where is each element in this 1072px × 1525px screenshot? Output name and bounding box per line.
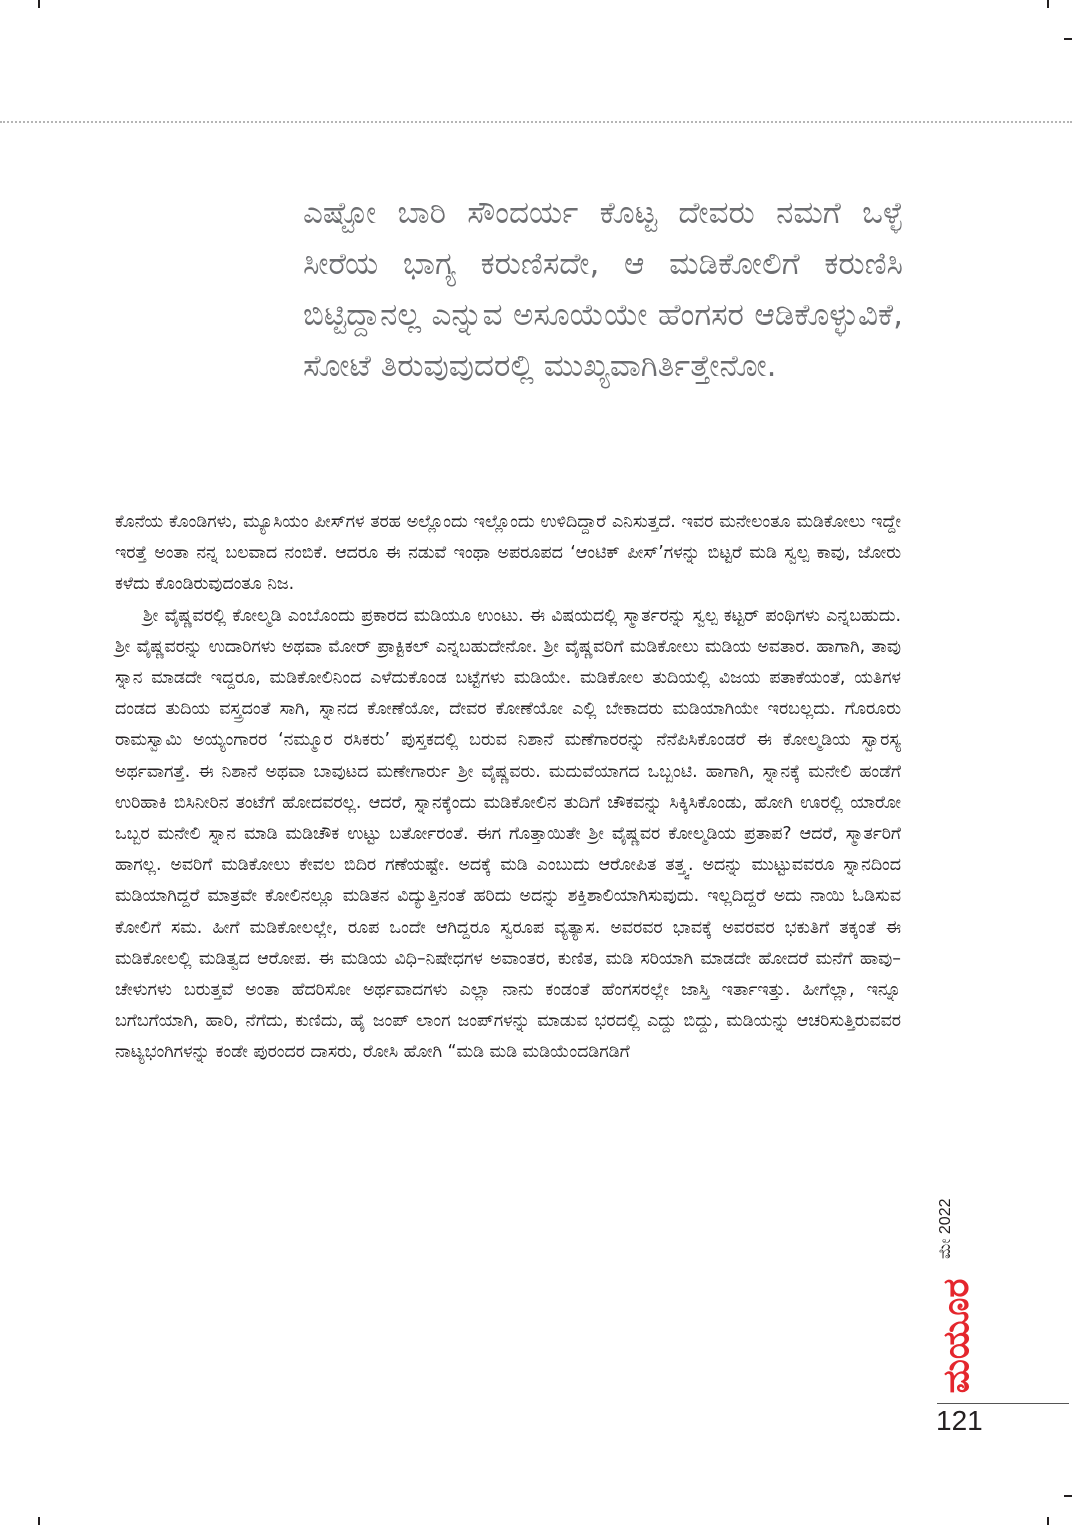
crop-mark-top-right bbox=[1047, 0, 1049, 8]
page-number: 121 bbox=[936, 1405, 983, 1436]
crop-mark-top-left bbox=[38, 0, 40, 8]
crop-mark-bottom-right bbox=[1047, 1517, 1049, 1525]
crop-mark-bottom-left bbox=[38, 1517, 40, 1525]
article-paragraph-1: ಕೊನೆಯ ಕೊಂಡಿಗಳು, ಮ್ಯೂಸಿಯಂ ಪೀಸ್‌ಗಳ ತರಹ ಅಲ್ಲೊಂದು ಇಲ್ಲೊಂದು ಉಳಿದಿದ್ದಾರೆ ಎನಿಸುತ್ತದೆ. ಇವರ ಮನೇಲಂತೂ ಮಡಿಕೋಲು ಇದ್ದೇ ಇರತ್ತೆ ಅಂತಾ ನನ್ನ ಬಲವಾದ ನಂಬಿಕೆ. ಆದರೂ ಈ ನಡುವೆ ಇಂಥಾ ಅಪರೂಪದ ‘ಆಂಟಿಕ್ ಪೀಸ್’ಗಳನ್ನು ಬಿಟ್ಟರೆ ಮಡಿ ಸ್ವಲ್ಪ ಕಾವು, ಜೋರು ಕಳೆದು ಕೊಂಡಿರುವುದಂತೂ ನಿಜ. bbox=[115, 512, 901, 595]
pull-quote bbox=[303, 188, 903, 392]
magazine-logo: ಮಯೂರ bbox=[936, 1278, 977, 1394]
crop-mark-right-upper bbox=[1064, 38, 1072, 40]
issue-date: ಮೇ 2022 bbox=[937, 1198, 954, 1259]
article-body bbox=[115, 507, 901, 1069]
dotted-divider bbox=[0, 121, 1072, 123]
pull-quote-text: ಎಷ್ಟೋ ಬಾರಿ ಸೌಂದರ್ಯ ಕೊಟ್ಟ ದೇವರು ನಮಗೆ ಒಳ್ಳೆ ಸೀರೆಯ ಭಾಗ್ಯ ಕರುಣಿಸದೇ, ಆ ಮಡಿಕೋಲಿಗೆ ಕರುಣಿಸಿ ಬಿಟ್ಟಿದ್ದಾನಲ್ಲ ಎನ್ನುವ ಅಸೂಯೆಯೇ ಹೆಂಗಸರ ಆಡಿಕೊಳ್ಳುವಿಕೆ, ಸೋಟೆ ತಿರುವುವುದರಲ್ಲಿ ಮುಖ್ಯವಾಗಿರ್ತಿತ್ತೇನೋ. bbox=[303, 195, 903, 384]
article-paragraph-2: ಶ್ರೀ ವೈಷ್ಣವರಲ್ಲಿ ಕೋಲ್ಮಡಿ ಎಂಬೊಂದು ಪ್ರಕಾರದ ಮಡಿಯೂ ಉಂಟು. ಈ ವಿಷಯದಲ್ಲಿ ಸ್ಮಾರ್ತರನ್ನು ಸ್ವಲ್ಪ ಕಟ್ಟರ್ ಪಂಥಿಗಳು ಎನ್ನಬಹುದು. ಶ್ರೀ ವೈಷ್ಣವರನ್ನು ಉದಾರಿಗಳು ಅಥವಾ ಮೋರ್ ಪ್ರಾಕ್ಟಿಕಲ್ ಎನ್ನಬಹುದೇನೋ. ಶ್ರೀ ವೈಷ್ಣವರಿಗೆ ಮಡಿಕೋಲು ಮಡಿಯ ಅವತಾರ. ಹಾಗಾಗಿ, ತಾವು ಸ್ನಾನ ಮಾಡದೇ ಇದ್ದರೂ, ಮಡಿಕೋಲಿನಿಂದ ಎಳೆದುಕೊಂಡ ಬಟ್ಟೆಗಳು ಮಡಿಯೇ. ಮಡಿಕೋಲ ತುದಿಯಲ್ಲಿ ವಿಜಯ ಪತಾಕೆಯಂತೆ, ಯತಿಗಳ ದಂಡದ ತುದಿಯ ವಸ್ತ್ರದಂತೆ ಸಾಗಿ, ಸ್ನಾನದ ಕೋಣೆಯೋ, ದೇವರ ಕೋಣೆಯೋ ಎಲ್ಲಿ ಬೇಕಾದರು ಮಡಿಯಾಗಿಯೇ ಇರಬಲ್ಲದು. ಗೊರೂರು ರಾಮಸ್ವಾಮಿ ಅಯ್ಯಂಗಾರರ ‘ನಮ್ಮೂರ ರಸಿಕರು’ ಪುಸ್ತಕದಲ್ಲಿ ಬರುವ ನಿಶಾನೆ ಮಣೆಗಾರರನ್ನು ನೆನೆಪಿಸಿಕೊಂಡರೆ ಈ ಕೋಲ್ಮಡಿಯ ಸ್ವಾರಸ್ಯ ಅರ್ಥವಾಗತ್ತೆ. ಈ ನಿಶಾನೆ ಅಥವಾ ಬಾವುಟದ ಮಣೇಗಾರ್ರು ಶ್ರೀ ವೈಷ್ಣವರು. ಮದುವೆಯಾಗದ ಒಬ್ಬಂಟಿ. ಹಾಗಾಗಿ, ಸ್ನಾನಕ್ಕೆ ಮನೇಲಿ ಹಂಡೆಗೆ ಉರಿಹಾಕಿ ಬಿಸಿನೀರಿನ ತಂಟೆಗೆ ಹೋದವರಲ್ಲ. ಆದರೆ, ಸ್ನಾನಕ್ಕೆಂದು ಮಡಿಕೋಲಿನ ತುದಿಗೆ ಚೌಕವನ್ನು ಸಿಕ್ಕಿಸಿಕೊಂಡು, ಹೋಗಿ ಊರಲ್ಲಿ ಯಾರೋ ಒಬ್ಬರ ಮನೇಲಿ ಸ್ನಾನ ಮಾಡಿ ಮಡಿಚೌಕ ಉಟ್ಟು ಬರ್ತೋರಂತೆ. ಈಗ ಗೊತ್ತಾಯಿತೇ ಶ್ರೀ ವೈಷ್ಣವರ ಕೋಲ್ಮಡಿಯ ಪ್ರತಾಪ? ಆದರೆ, ಸ್ಮಾರ್ತರಿಗೆ ಹಾಗಲ್ಲ. ಅವರಿಗೆ ಮಡಿಕೋಲು ಕೇವಲ ಬಿದಿರ ಗಣೆಯಷ್ಟೇ. ಅದಕ್ಕೆ ಮಡಿ ಎಂಬುದು ಆರೋಪಿತ ತತ್ತ್ವ. ಅದನ್ನು ಮುಟ್ಟುವವರೂ ಸ್ನಾನದಿಂದ ಮಡಿಯಾಗಿದ್ದರೆ ಮಾತ್ರವೇ ಕೋಲಿನಲ್ಲೂ ಮಡಿತನ ವಿದ್ಯುತ್ತಿನಂತೆ ಹರಿದು ಅದನ್ನು ಶಕ್ತಿಶಾಲಿಯಾಗಿಸುವುದು. ಇಲ್ಲದಿದ್ದರೆ ಅದು ನಾಯಿ ಓಡಿಸುವ ಕೋಲಿಗೆ ಸಮ. ಹೀಗೆ ಮಡಿಕೋಲಲ್ಲೇ, ರೂಪ ಒಂದೇ ಆಗಿದ್ದರೂ ಸ್ವರೂಪ ವ್ಯತ್ಯಾಸ. ಅವರವರ ಭಾವಕ್ಕೆ ಅವರವರ ಭಕುತಿಗೆ ತಕ್ಕಂತೆ ಈ ಮಡಿಕೋಲಲ್ಲಿ ಮಡಿತ್ವದ ಆರೋಪ. ಈ ಮಡಿಯ ವಿಧಿ–ನಿಷೇಧಗಳ ಅವಾಂತರ, ಕುಣಿತ, ಮಡಿ ಸರಿಯಾಗಿ ಮಾಡದೇ ಹೋದರೆ ಮನೆಗೆ ಹಾವು–ಚೇಳುಗಳು ಬರುತ್ತವೆ ಅಂತಾ ಹೆದರಿಸೋ ಅರ್ಥವಾದಗಳು ಎಲ್ಲಾ ನಾನು ಕಂಡಂತೆ ಹೆಂಗಸರಲ್ಲೇ ಜಾಸ್ತಿ ಇರ್ತಾಇತ್ತು. ಹೀಗೆಲ್ಲಾ, ಇನ್ನೂ ಬಗೆಬಗೆಯಾಗಿ, ಹಾರಿ, ನೆಗೆದು, ಕುಣಿದು, ಹೈ ಜಂಪ್ ಲಾಂಗ ಜಂಪ್‌ಗಳನ್ನು ಮಾಡುವ ಭರದಲ್ಲಿ ಎದ್ದು ಬಿದ್ದು, ಮಡಿಯನ್ನು ಆಚರಿಸುತ್ತಿರುವವರ ನಾಟ್ಯಭಂಗಿಗಳನ್ನು ಕಂಡೇ ಪುರಂದರ ದಾಸರು, ರೋಸಿ ಹೋಗಿ “ಮಡಿ ಮಡಿ ಮಡಿಯೆಂದಡಿಗಡಿಗೆ bbox=[115, 605, 901, 1063]
crop-mark-right-lower bbox=[1064, 1495, 1072, 1497]
